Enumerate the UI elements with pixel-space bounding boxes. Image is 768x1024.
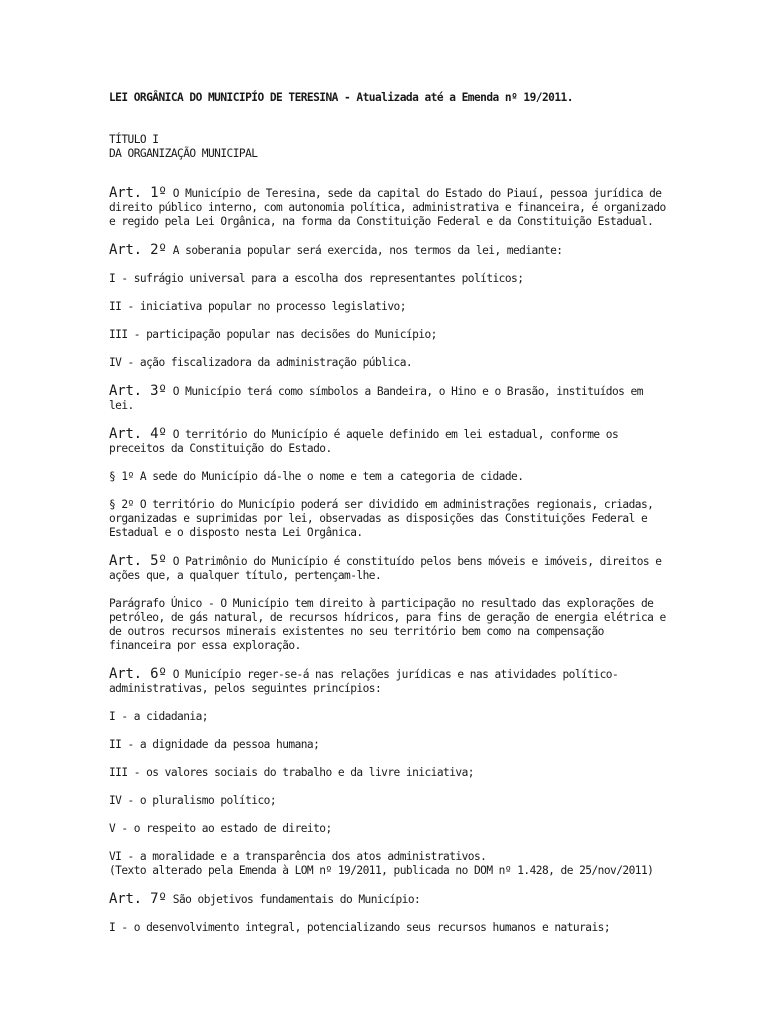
article-5-paragrafo-unico: Parágrafo Único - O Município tem direito à participação no resultado das explorações de petróleo, de gás natural, de recursos hídricos, para fins de geração de energia elétrica e de outros recursos minerais existentes no seu território bem como na compensação financeira por essa exploração. xyxy=(109,597,666,652)
article-7-item-1: I - o desenvolvimento integral, potencializando seus recursos humanos e naturais; xyxy=(109,921,611,934)
article-4-label: Art. 4º xyxy=(109,426,167,442)
article-4-paragraph-1: § 1º A sede do Município dá-lhe o nome e tem a categoria de cidade. xyxy=(109,470,524,483)
article-6-item-2: II - a dignidade da pessoa humana; xyxy=(109,738,320,751)
article-5 xyxy=(109,554,669,583)
article-5-text: O Patrimônio do Município é constituído pelos bens móveis e imóveis, direitos e ações que, a qualquer título, pertençam-lhe. xyxy=(109,555,662,582)
article-5-label: Art. 5º xyxy=(109,553,167,569)
article-6-item-6-note: (Texto alterado pela Emenda à LOM nº 19/2011, publicada no DOM nº 1.428, de 25/nov/2011) xyxy=(109,864,654,877)
article-7 xyxy=(109,892,669,907)
article-3 xyxy=(109,384,669,413)
article-1-text: O Município de Teresina, sede da capital do Estado do Piauí, pessoa jurídica de direito público interno, com autonomia política, administrativa e financeira, é organizado e regido pela Lei Orgânica, na forma da Constituição Federal e da Constituição Estadual. xyxy=(109,187,666,228)
article-4 xyxy=(109,427,669,456)
document-title: LEI ORGÂNICA DO MUNICIPÍO DE TERESINA - Atualizada até a Emenda nº 19/2011. xyxy=(109,91,573,104)
titulo-label: TÍTULO I xyxy=(109,133,159,146)
article-2-item-1: I - sufrágio universal para a escolha dos representantes políticos; xyxy=(109,272,524,285)
article-6-item-6-text: VI - a moralidade e a transparência dos atos administrativos. xyxy=(109,850,487,863)
article-6-text: O Município reger-se-á nas relações jurídicas e nas atividades político-administrativas, pelos seguintes princípios: xyxy=(109,668,619,695)
article-3-label: Art. 3º xyxy=(109,383,167,399)
article-3-text: O Município terá como símbolos a Bandeira, o Hino e o Brasão, instituídos em lei. xyxy=(109,385,643,412)
section-heading xyxy=(109,133,669,161)
article-2-label: Art. 2º xyxy=(109,242,167,258)
article-6-item-4: IV - o pluralismo político; xyxy=(109,794,277,807)
titulo-subtitle: DA ORGANIZAÇÃO MUNICIPAL xyxy=(109,147,258,160)
article-6-item-6 xyxy=(109,850,669,878)
article-1 xyxy=(109,186,669,229)
article-7-label: Art. 7º xyxy=(109,891,167,907)
article-2-text: A soberania popular será exercida, nos termos da lei, mediante: xyxy=(172,244,563,257)
article-6-item-3: III - os valores sociais do trabalho e da livre iniciativa; xyxy=(109,766,474,779)
article-6-label: Art. 6º xyxy=(109,666,167,682)
article-6-item-5: V - o respeito ao estado de direito; xyxy=(109,822,332,835)
article-2-item-3: III - participação popular nas decisões do Município; xyxy=(109,328,437,341)
article-2 xyxy=(109,243,669,258)
article-4-paragraph-2: § 2º O território do Município poderá ser dividido em administrações regionais, criadas, organizadas e suprimidas por lei, observadas as disposições das Constituições Federal e Estadual e o disposto nesta Lei Orgânica. xyxy=(109,498,654,539)
article-7-text: São objetivos fundamentais do Município: xyxy=(172,893,421,906)
article-2-item-4: IV - ação fiscalizadora da administração pública. xyxy=(109,356,413,369)
article-4-text: O território do Município é aquele definido em lei estadual, conforme os preceitos da Constituição do Estado. xyxy=(109,428,619,455)
article-1-label: Art. 1º xyxy=(109,185,167,201)
article-6 xyxy=(109,667,669,696)
article-6-item-1: I - a cidadania; xyxy=(109,710,208,723)
document-content xyxy=(109,91,669,949)
article-2-item-2: II - iniciativa popular no processo legislativo; xyxy=(109,300,406,313)
